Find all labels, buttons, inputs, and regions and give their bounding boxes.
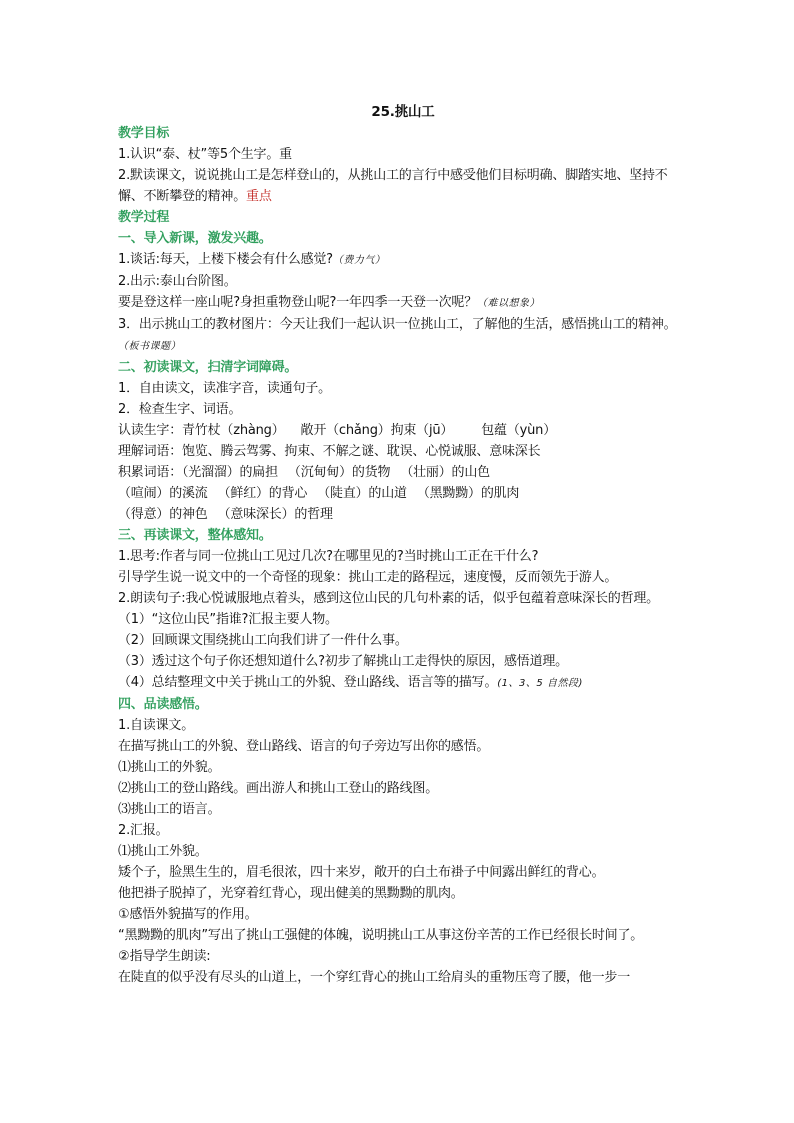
paragraph: （2）回顾课文围绕挑山工向我们讲了一件什么事。 (118, 633, 408, 648)
key-point-mark: 重点 (246, 189, 272, 204)
objective-1: 1.认识“泰、杖”等5个生字。重 (118, 147, 292, 162)
paragraph: ⑶挑山工的语言。 (118, 802, 221, 817)
section-2-heading: 二、初读课文，扫清字词障碍。 (118, 360, 298, 375)
objective-2: 2.默读课文，说说挑山工是怎样登山的，从挑山工的言行中感受他们目标明确、脚踏实地、坚持不懈、不断攀登的精神。重点 (118, 168, 668, 204)
teacher-note: （难以想象） (477, 298, 541, 309)
paragraph: （得意）的神色 （意味深长）的哲理 (118, 507, 333, 522)
objectives-heading: 教学目标 (118, 126, 170, 141)
paragraph: 1.谈话:每天，上楼下楼会有什么感觉?（费力气） (118, 252, 386, 267)
paragraph: 1．自由读文，读准字音，读通句子。 (118, 381, 331, 396)
paragraph: 2.朗读句子:我心悦诚服地点着头，感到这位山民的几句朴素的话，似乎包蕴着意味深长的哲理。 (118, 591, 659, 606)
paragraph: （4）总结整理文中关于挑山工的外貌、登山路线、语言等的描写。(1、3、5 自然段) (118, 675, 583, 690)
paragraph: 2.汇报。 (118, 823, 169, 838)
paragraph: ①感悟外貌描写的作用。 (118, 907, 258, 922)
paragraph: 理解词语：饱览、腾云驾雾、拘束、不解之谜、耽误、心悦诚服、意味深长 (118, 444, 541, 459)
process-heading: 教学过程 (118, 210, 170, 225)
paragraph: 3．出示挑山工的教材图片：今天让我们一起认识一位挑山工，了解他的生活，感悟挑山工的精神。（板书课题） (118, 317, 677, 352)
paragraph: 认读生字：青竹杖（zhàng） 敞开（chǎng）拘束（jū） 包蕴（yùn） (118, 423, 557, 438)
paragraph: 引导学生说一说文中的一个奇怪的现象：挑山工走的路程远，速度慢，反而领先于游人。 (118, 570, 618, 585)
key-point-mark: 重 (279, 147, 292, 162)
paragraph: 在陡直的似乎没有尽头的山道上，一个穿红背心的挑山工给肩头的重物压弯了腰，他一步一 (118, 970, 631, 985)
page-title: 25.挑山工 (371, 104, 435, 120)
paragraph: ⑵挑山工的登山路线。画出游人和挑山工登山的路线图。 (118, 781, 439, 796)
paragraph: （喧闹）的溪流 （鲜红）的背心 （陡直）的山道 （黑黝黝）的肌肉 (118, 486, 520, 501)
paragraph: （3）透过这个句子你还想知道什么?初步了解挑山工走得快的原因，感悟道理。 (118, 654, 568, 669)
section-1-heading: 一、导入新课，激发兴趣。 (118, 231, 272, 246)
section-4-heading: 四、品读感悟。 (118, 697, 208, 712)
teacher-note: （板书课题） (118, 341, 181, 352)
paragraph: 1.自读课文。 (118, 718, 195, 733)
paragraph: 要是登这样一座山呢?身担重物登山呢?一年四季一天登一次呢？（难以想象） (118, 295, 541, 310)
paragraph: （1）“这位山民”指谁?汇报主要人物。 (118, 612, 338, 627)
paragraph: 在描写挑山工的外貌、登山路线、语言的句子旁边写出你的感悟。 (118, 739, 490, 754)
paragraph: 积累词语：（光溜溜）的扁担 （沉甸甸）的货物 （壮丽）的山色 (118, 465, 490, 480)
paragraph: ⑴挑山工的外貌。 (118, 760, 221, 775)
paragraph: 2.出示:泰山台阶图。 (118, 274, 237, 289)
paragraph: ⑴挑山工外貌。 (118, 844, 208, 859)
paragraph: ②指导学生朗读: (118, 949, 211, 964)
paragraph: 1.思考:作者与同一位挑山工见过几次?在哪里见的?当时挑山工正在干什么? (118, 549, 539, 564)
teacher-note: (1、3、5 自然段) (497, 678, 583, 689)
paragraph: 他把褂子脱掉了，光穿着红背心，现出健美的黑黝黝的肌肉。 (118, 886, 464, 901)
paragraph: “黑黝黝的肌肉”写出了挑山工强健的体魄，说明挑山工从事这份辛苦的工作已经很长时间了。 (118, 928, 644, 943)
paragraph: 2．检查生字、词语。 (118, 402, 242, 417)
section-3-heading: 三、再读课文，整体感知。 (118, 528, 272, 543)
document-body (118, 102, 684, 988)
teacher-note: （费力气） (332, 255, 386, 266)
paragraph: 矮个子，脸黑生生的，眉毛很浓，四十来岁，敞开的白土布褂子中间露出鲜红的背心。 (118, 865, 605, 880)
